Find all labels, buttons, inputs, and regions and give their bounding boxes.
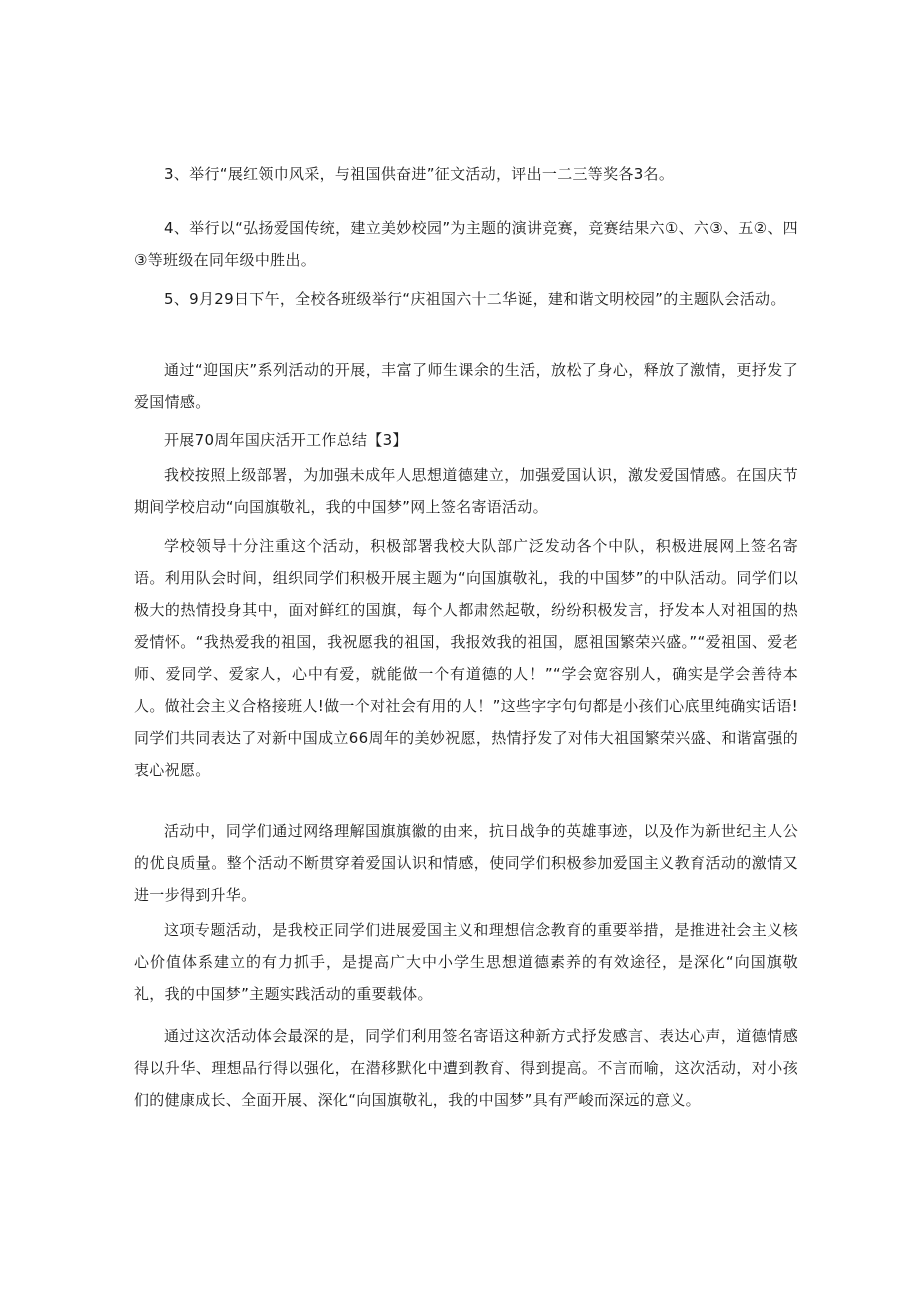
paragraph-conclusion: 通过这次活动体会最深的是，同学们利用签名寄语这种新方式抒发感言、表达心声，道德情感得以升华、理想品行得以强化，在潜移默化中遭到教育、得到提高。不言而喻，这次活动，对小孩们的健康成长、全面开展、深化“向国旗敬礼，我的中国梦”具有严峻而深远的意义。 <box>134 1027 798 1109</box>
paragraph-activity: 活动中，同学们通过网络理解国旗旗徽的由来，抗日战争的英雄事迹，以及作为新世纪主人公的优良质量。整个活动不断贯穿着爱国认识和情感，使同学们积极参加爱国主义教育活动的激情又进一步得到升华。 <box>134 822 798 904</box>
paragraph-speech-contest: 4、举行以“弘扬爱国传统，建立美妙校园”为主题的演讲竞赛，竞赛结果六①、六③、五②、四③等班级在同年级中胜出。 <box>134 219 798 269</box>
paragraph-summary: 通过“迎国庆”系列活动的开展，丰富了师生课余的生活，放松了身心，释放了激情，更抒发了爱国情感。 <box>134 361 798 411</box>
paragraph-significance: 这项专题活动，是我校正同学们进展爱国主义和理想信念教育的重要举措，是推进社会主义核心价值体系建立的有力抓手，是提高广大中小学生思想道德素养的有效途径，是深化“向国旗敬礼，我的中国梦”主题实践活动的重要载体。 <box>134 921 798 1003</box>
paragraph-intro: 我校按照上级部署，为加强未成年人思想道德建立，加强爱国认识，激发爱国情感。在国庆节期间学校启动“向国旗敬礼，我的中国梦”网上签名寄语活动。 <box>134 466 798 516</box>
paragraph-essay-contest: 3、举行“展红领巾风采，与祖国供奋进”征文活动，评出一二三等奖各3名。 <box>164 165 675 183</box>
paragraph-leadership: 学校领导十分注重这个活动，积极部署我校大队部广泛发动各个中队，积极进展网上签名寄语。利用队会时间，组织同学们积极开展主题为“向国旗敬礼，我的中国梦”的中队活动。同学们以极大的热情投身其中，面对鲜红的国旗，每个人都肃然起敬，纷纷积极发言，抒发本人对祖国的热爱情怀。“我热爱我的祖国，我祝愿我的祖国，我报效我的祖国，愿祖国繁荣兴盛。”“爱祖国、爱老师、爱同学、爱家人，心中有爱，就能做一个有道德的人！”“学会宽容别人，确实是学会善待本人。做社会主义合格接班人!做一个对社会有用的人！”这些字字句句都是小孩们心底里纯确实话语!同学们共同表达了对新中国成立66周年的美妙祝愿，热情抒发了对伟大祖国繁荣兴盛、和谐富强的衷心祝愿。 <box>134 537 798 779</box>
paragraph-team-meeting: 5、9月29日下午，全校各班级举行“庆祖国六十二华诞，建和谐文明校园”的主题队会活动。 <box>164 290 786 308</box>
section-heading: 开展70周年国庆活开工作总结【3】 <box>164 431 408 449</box>
